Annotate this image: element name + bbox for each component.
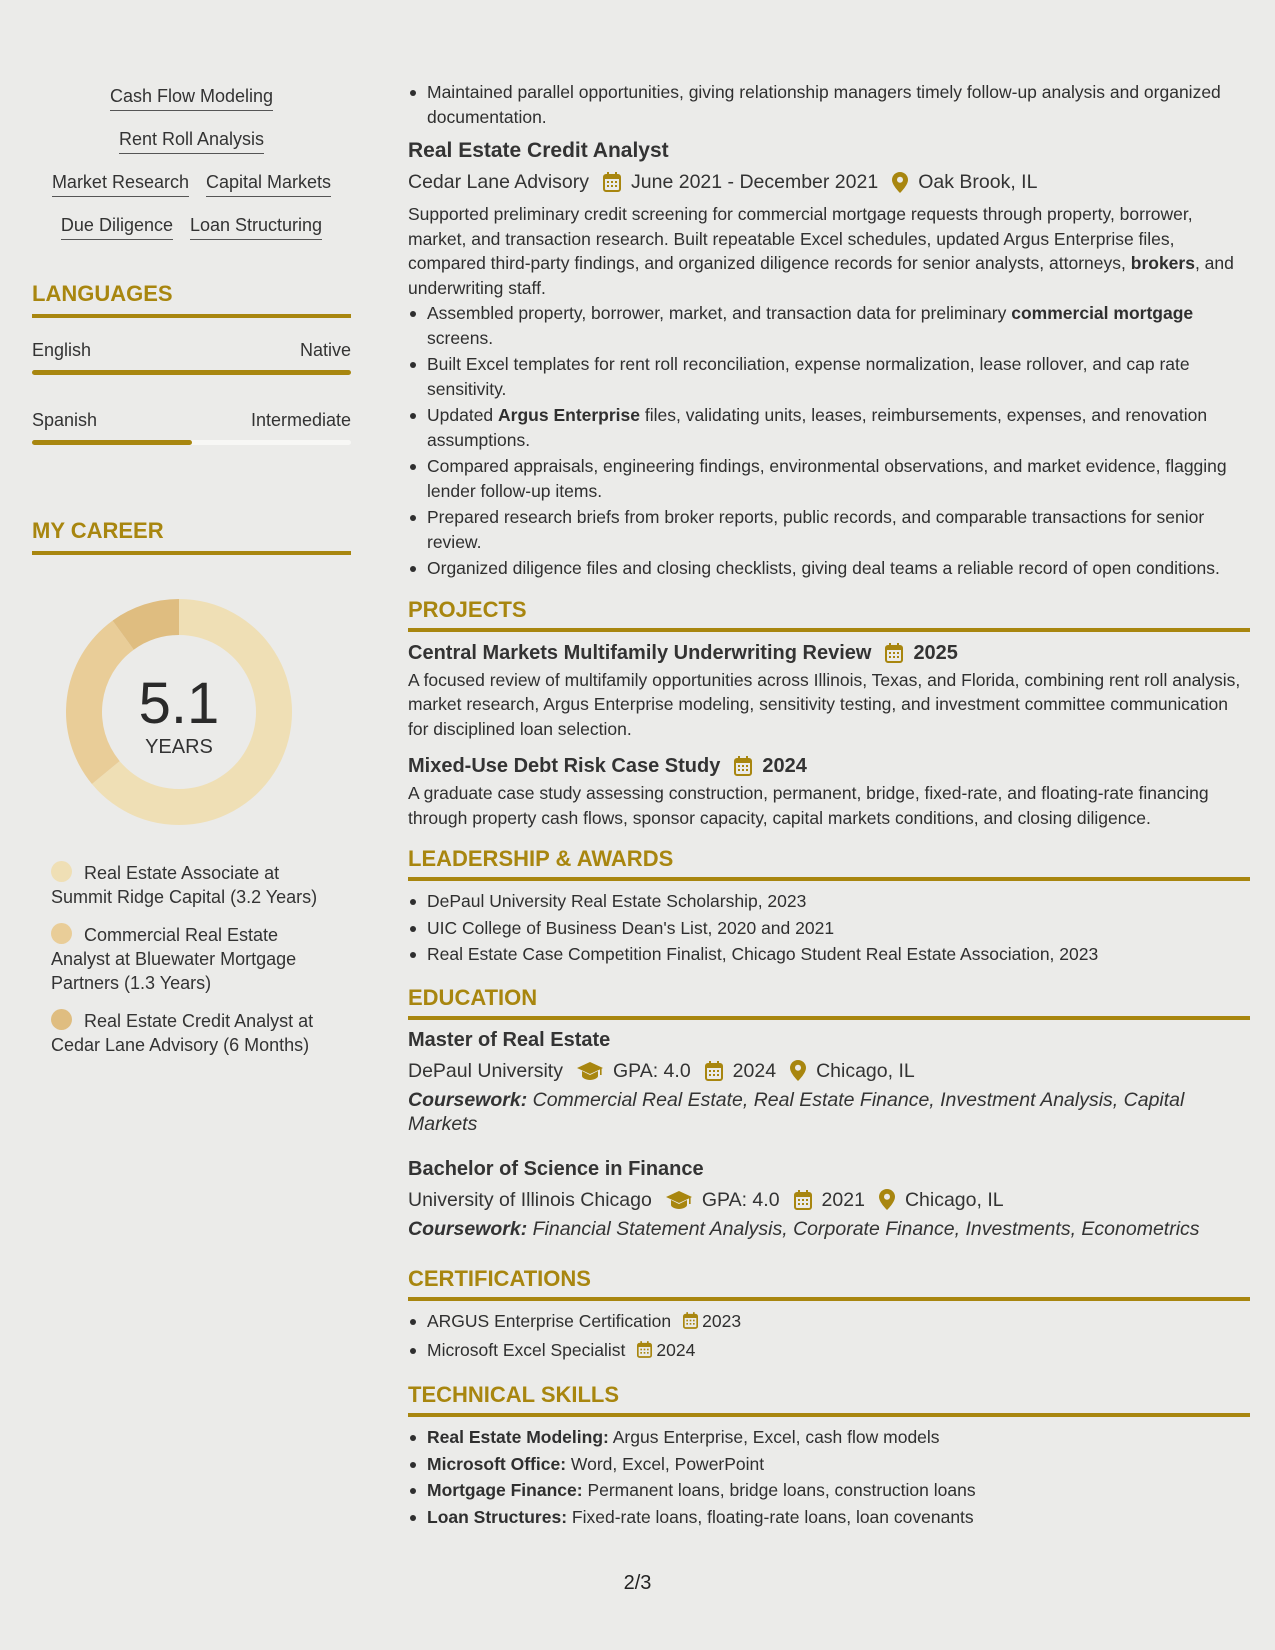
career-legend [51,861,321,1057]
skill-tag: Cash Flow Modeling [110,84,273,111]
career-donut [66,599,292,825]
legend-item [51,923,321,995]
leadership-heading: LEADERSHIP & AWARDS [408,845,1250,881]
job-company: Cedar Lane Advisory [408,171,590,193]
legend-item [51,861,321,909]
legend-item [51,1009,321,1057]
skill-item: Loan Structures: Fixed-rate loans, floating-rate loans, loan covenants [408,1505,1250,1530]
legend-label: Real Estate Associate at Summit Ridge Capital (3.2 Years) [51,863,318,907]
job-dates: June 2021 - December 2021 [631,171,879,193]
main-content [408,80,1250,1529]
graduation-cap-icon [577,1062,603,1080]
bullet-item: Compared appraisals, engineering findings, environmental observations, and market evidence, flagging lender follow-up items. [408,454,1250,503]
project-title [408,753,1250,779]
carry-over-bullets [408,80,1250,129]
summary-text: , and underwriting staff. [408,253,1234,298]
calendar-icon [603,172,621,192]
certifications-heading: CERTIFICATIONS [408,1265,1250,1301]
certification-item: Microsoft Excel Specialist 2024 [408,1338,1250,1365]
school-location: Chicago, IL [904,1188,1004,1211]
calendar-icon [637,1340,652,1365]
education-meta [408,1058,1250,1084]
calendar-icon [794,1190,812,1210]
skill-item: Real Estate Modeling: Argus Enterprise, Excel, cash flow models [408,1425,1250,1450]
skill-tag: Capital Markets [206,170,331,197]
legend-dot [51,923,72,944]
calendar-icon [885,643,903,663]
certification-item: ARGUS Enterprise Certification 2023 [408,1309,1250,1336]
bullet-item: Built Excel templates for rent roll reconciliation, expense normalization, lease rollover, and cap rate sensitivity. [408,352,1250,401]
job-summary [408,202,1250,300]
coursework-label: Coursework: [408,1088,528,1111]
calendar-icon [683,1311,698,1336]
location-pin-icon [879,1189,895,1210]
calendar-icon [705,1061,723,1081]
bullet-item: Updated Argus Enterprise files, validating units, leases, reimbursements, expenses, and renovation assumptions. [408,403,1250,452]
bullet-item: Assembled property, borrower, market, and transaction data for preliminary commercial mortgage screens. [408,301,1250,350]
bullet-item: Maintained parallel opportunities, giving relationship managers timely follow-up analysis and organized documentation. [408,80,1250,129]
technical-skills-heading: TECHNICAL SKILLS [408,1381,1250,1417]
bullet-item: Prepared research briefs from broker reports, public records, and comparable transactions for senior review. [408,505,1250,554]
language-name: English [32,340,92,360]
sidebar [32,84,351,1071]
bullet-item: Organized diligence files and closing checklists, giving deal teams a reliable record of open conditions. [408,556,1250,581]
summary-bold: brokers [1130,253,1195,273]
career-total: 5.1 [138,671,220,736]
projects-heading: PROJECTS [408,596,1250,632]
language-bar-fill [32,440,192,445]
language-bar [32,440,351,445]
gpa: GPA: 4.0 [701,1188,780,1211]
skill-tag: Market Research [52,170,189,197]
school-name: DePaul University [408,1059,563,1082]
legend-label: Real Estate Credit Analyst at Cedar Lane Advisory (6 Months) [51,1011,314,1055]
school-location: Chicago, IL [816,1059,915,1082]
language-bar-fill [32,370,351,375]
calendar-icon [734,756,752,776]
skill-item: Microsoft Office: Word, Excel, PowerPoint [408,1452,1250,1477]
bullet-item: DePaul University Real Estate Scholarship, 2023 [408,889,1250,914]
certifications-list [408,1309,1250,1364]
coursework-label: Coursework: [408,1217,528,1240]
job-meta [408,169,1250,195]
graduation-year: 2024 [732,1059,777,1082]
job-bullets [408,301,1250,581]
coursework [408,1088,1250,1137]
language-spanish [32,408,351,445]
coursework-text: Financial Statement Analysis, Corporate Finance, Investments, Econometrics [532,1217,1200,1240]
skill-tag: Due Diligence [61,213,173,240]
degree-title: Master of Real Estate [408,1028,611,1051]
school-name: University of Illinois Chicago [408,1188,652,1211]
leadership-list [408,889,1250,967]
career-heading: MY CAREER [32,517,351,555]
location-pin-icon [892,172,908,193]
languages-heading: LANGUAGES [32,280,351,318]
legend-label: Commercial Real Estate Analyst at Bluewater Mortgage Partners (1.3 Years) [51,925,297,993]
degree-title: Bachelor of Science in Finance [408,1157,704,1180]
gpa: GPA: 4.0 [612,1059,691,1082]
language-name: Spanish [32,410,98,430]
language-bar [32,370,351,375]
graduation-cap-icon [666,1191,692,1209]
project-name: Central Markets Multifamily Underwriting Review [408,641,872,664]
project-title [408,640,1250,666]
skill-tag: Loan Structuring [190,213,322,240]
job-title: Real Estate Credit Analyst [408,139,669,162]
project-description: A focused review of multifamily opportunities across Illinois, Texas, and Florida, combining rent roll analysis, market research, Argus Enterprise modeling, sensitivity testing, and investment committee communication for disciplined loan selection. [408,669,1241,739]
project-name: Mixed-Use Debt Risk Case Study [408,755,721,777]
bullet-item: Real Estate Case Competition Finalist, Chicago Student Real Estate Association, 2023 [408,942,1250,967]
location-pin-icon [790,1060,806,1081]
bullet-item: UIC College of Business Dean's List, 2020 and 2021 [408,916,1250,941]
graduation-year: 2021 [821,1188,865,1211]
education-heading: EDUCATION [408,984,1250,1020]
language-english [32,338,351,375]
job-location: Oak Brook, IL [918,171,1038,193]
coursework-text: Commercial Real Estate, Real Estate Finance, Investment Analysis, Capital Markets [408,1088,1185,1135]
project-year: 2024 [762,755,807,777]
project-description: A graduate case study assessing construction, permanent, bridge, fixed-rate, and floating-rate financing through property cash flows, sponsor capacity, capital markets conditions, and closing diligence. [408,783,1209,828]
project-year: 2025 [913,641,958,664]
skill-tags [32,84,351,240]
skill-tag: Rent Roll Analysis [119,127,264,154]
page-number: 2/3 [623,1572,652,1594]
skill-item: Mortgage Finance: Permanent loans, bridge loans, construction loans [408,1478,1250,1503]
language-level: Native [299,340,351,360]
legend-dot [51,1009,72,1030]
legend-dot [51,861,72,882]
language-level: Intermediate [250,410,351,430]
technical-skills-list [408,1425,1250,1529]
coursework [408,1217,1250,1242]
summary-text: Supported preliminary credit screening for commercial mortgage requests through property, borrower, market, and transaction research. Built repeatable Excel schedules, updated Argus Enterprise files, compared third-party findings, and organized diligence records for senior analysts, attorneys, [408,204,1193,273]
career-unit: YEARS [145,736,213,758]
education-meta [408,1187,1250,1213]
